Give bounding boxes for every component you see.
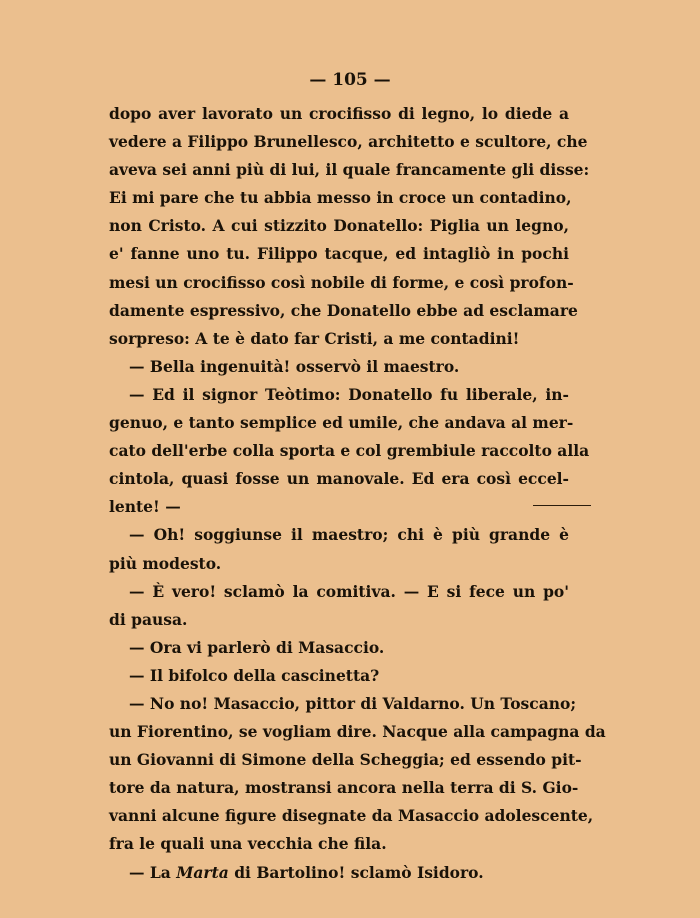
text-line: lente! — xyxy=(109,497,181,517)
text-line: — Il bifolco della cascinetta? xyxy=(129,665,380,685)
text-line: non Cristo. A cui stizzito Donatello: Piglia un legno, xyxy=(109,216,569,236)
text-line: dopo aver lavorato un crocifisso di legno, lo diede a xyxy=(109,104,569,123)
text-line: più modesto. xyxy=(109,553,222,573)
text-line: cintola, quasi fosse un manovale. Ed era così eccel- xyxy=(109,469,569,489)
text-line: mesi un crocifisso così nobile di forme, e così profon- xyxy=(109,272,574,292)
text-line: genuo, e tanto semplice ed umile, che andava al mer- xyxy=(109,413,574,433)
text-line: — Bella ingenuità! osservò il maestro. xyxy=(129,356,460,376)
text-line: un Fiorentino, se vogliam dire. Nacque alla campagna da xyxy=(109,722,606,742)
text-line-final xyxy=(109,859,569,887)
text-line: — Oh! soggiunse il maestro; chi è più grande è xyxy=(129,525,569,545)
text-line: un Giovanni di Simone della Scheggia; ed essendo pit- xyxy=(109,750,582,770)
text-line: e' fanne uno tu. Filippo tacque, ed intagliò in pochi xyxy=(109,244,569,264)
page-number: — 105 — xyxy=(309,70,391,90)
text-line: — No no! Masaccio, pittor di Valdarno. Un Toscano; xyxy=(129,693,577,713)
text-line: sorpreso: A te è dato far Cristi, a me contadini! xyxy=(109,328,520,348)
final-line-before: — La xyxy=(129,862,177,882)
text-line: di pausa. xyxy=(109,609,188,629)
final-line-after: di Bartolino! sclamò Isidoro. xyxy=(228,862,484,882)
text-line: vedere a Filippo Brunellesco, architetto e scultore, che xyxy=(109,132,588,152)
text-line: cato dell'erbe colla sporta e col grembiule raccolto alla xyxy=(109,441,590,461)
text-line: vanni alcune figure disegnate da Masaccio adolescente, xyxy=(109,806,594,826)
text-line: — Ora vi parlerò di Masaccio. xyxy=(129,637,385,657)
decorative-rule xyxy=(533,505,591,506)
text-line: aveva sei anni più di lui, il quale francamente gli disse: xyxy=(109,160,590,180)
body-text xyxy=(109,100,606,887)
text-line: — È vero! sclamò la comitiva. — E si fece un po' xyxy=(129,581,569,601)
text-line: damente espressivo, che Donatello ebbe ad esclamare xyxy=(109,300,578,320)
italic-title: Marta xyxy=(176,862,229,882)
text-line: fra le quali una vecchia che fila. xyxy=(109,834,387,854)
text-line: — Ed il signor Teòtimo: Donatello fu liberale, in- xyxy=(129,384,569,404)
text-line: Ei mi pare che tu abbia messo in croce un contadino, xyxy=(109,188,572,208)
text-line: tore da natura, mostransi ancora nella terra di S. Gio- xyxy=(109,778,579,798)
